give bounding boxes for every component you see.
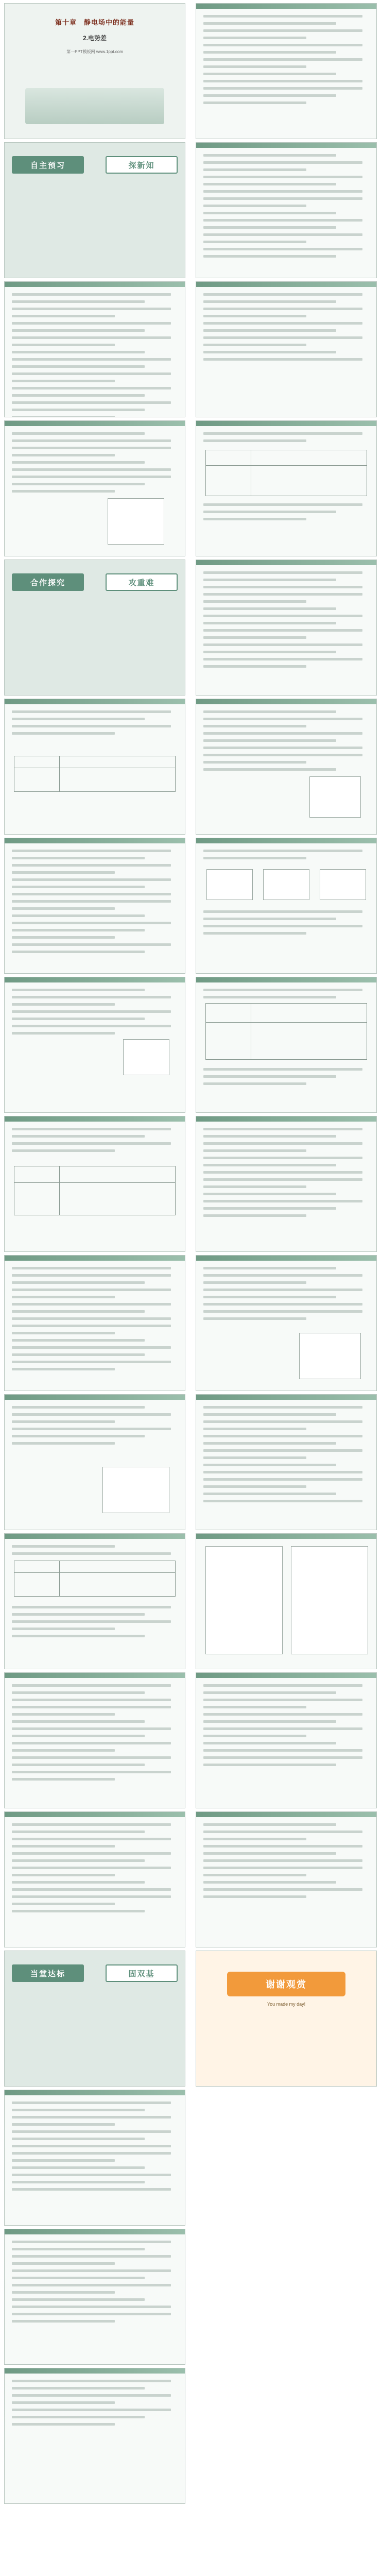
slide-content-3[interactable]	[4, 699, 185, 835]
figure	[299, 1333, 361, 1379]
slide-content-r12[interactable]	[196, 1533, 377, 1669]
slide-content-r5[interactable]	[196, 560, 377, 696]
slide-content-r2[interactable]	[196, 142, 377, 278]
site-url: 第一PPT模板网 www.1ppt.com	[66, 49, 123, 54]
slide-content-r4[interactable]	[196, 420, 377, 556]
slide-content-14[interactable]	[4, 2368, 185, 2504]
slide-content-r14[interactable]	[196, 1811, 377, 1947]
section-label-right: 固双基	[106, 1964, 178, 1982]
table	[14, 1561, 176, 1597]
slide-content-6[interactable]	[4, 1116, 185, 1252]
lesson-title: 2.电势差	[82, 35, 107, 42]
figure	[263, 869, 309, 900]
section-label-right: 探新知	[106, 156, 178, 174]
figure	[309, 776, 361, 818]
thanks-banner: 谢谢观赏	[227, 1972, 345, 1996]
table	[14, 1166, 176, 1215]
slide-content-2[interactable]	[4, 420, 185, 556]
slide-content-5[interactable]	[4, 977, 185, 1113]
slide-content-r11[interactable]	[196, 1394, 377, 1530]
figure	[108, 498, 164, 545]
slide-content-4[interactable]	[4, 838, 185, 974]
slide-content-r8[interactable]	[196, 977, 377, 1113]
table	[14, 756, 176, 792]
slide-content-r13[interactable]	[196, 1672, 377, 1808]
slide-section-practice[interactable]	[4, 1951, 185, 2087]
slide-content-8[interactable]	[4, 1394, 185, 1530]
slide-content-13[interactable]	[4, 2229, 185, 2365]
slide-end[interactable]	[196, 1951, 377, 2087]
chapter-title: 第十章 静电场中的能量	[55, 19, 134, 26]
slide-content-7[interactable]	[4, 1255, 185, 1391]
section-label-left: 合作探究	[12, 573, 84, 591]
section-label-left: 当堂达标	[12, 1964, 84, 1982]
figure	[320, 869, 366, 900]
slide-content-r7[interactable]	[196, 838, 377, 974]
slide-content-r10[interactable]	[196, 1255, 377, 1391]
slide-content-10[interactable]	[4, 1672, 185, 1808]
figure	[205, 1546, 283, 1654]
slide-content-1[interactable]	[4, 281, 185, 417]
slide-content-r3[interactable]	[196, 281, 377, 417]
slide-section-self-study[interactable]	[4, 142, 185, 278]
slide-grid	[4, 3, 377, 2576]
slide-section-cooperative[interactable]	[4, 560, 185, 696]
table	[205, 450, 367, 496]
figure	[123, 1039, 169, 1075]
slide-content-12[interactable]	[4, 2090, 185, 2226]
section-label-left: 自主预习	[12, 156, 84, 174]
slide-content-9[interactable]	[4, 1533, 185, 1669]
right-column	[196, 3, 377, 2576]
slide-content-r1[interactable]	[196, 3, 377, 139]
thanks-subtitle: You made my day!	[267, 2002, 306, 2007]
slide-content-11[interactable]	[4, 1811, 185, 1947]
figure	[291, 1546, 368, 1654]
title-illustration	[25, 88, 164, 124]
slide-title[interactable]	[4, 3, 185, 139]
left-column	[4, 3, 185, 2576]
figure	[102, 1467, 169, 1513]
slide-content-r9[interactable]	[196, 1116, 377, 1252]
slide-content-r6[interactable]	[196, 699, 377, 835]
section-label-right: 攻重难	[106, 573, 178, 591]
table	[205, 1003, 367, 1060]
figure	[206, 869, 253, 900]
